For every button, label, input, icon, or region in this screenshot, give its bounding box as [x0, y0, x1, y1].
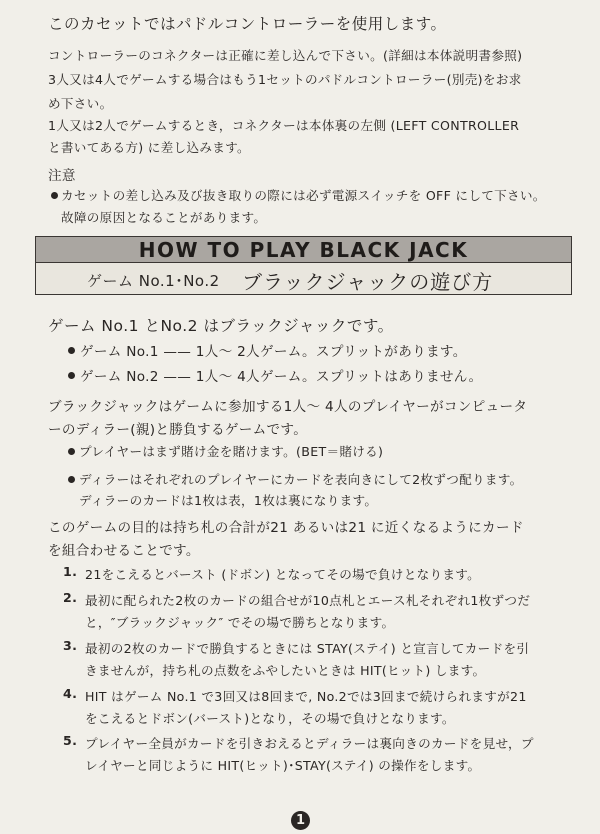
objective-line-b: を組合わせることです。: [48, 543, 200, 559]
subtitle-games: ゲーム No.1･No.2: [87, 272, 220, 290]
intro-line-3a: 1人又は2人でゲームするとき，コネクターは本体裏の左側 (LEFT CONTROLLER: [48, 118, 520, 133]
subtitle-text: ブラックジャックの遊び方: [242, 270, 494, 294]
overview-bullet-1: プレイヤーはまず賭け金を賭けます。(BET＝賭ける): [79, 444, 384, 459]
bullet-icon: [51, 192, 58, 199]
objective-line-a: このゲームの目的は持ち札の合計が21 あるいは21 に近くなるようにカード: [48, 520, 524, 536]
intro-line-2b: め下さい。: [48, 96, 113, 111]
rule-4-line-2: をこえるとドボン(バースト)となり，その場で負けとなります。: [85, 711, 455, 726]
section-banner-subtitle: [35, 263, 572, 295]
rule-2-line-1: 最初に配られた2枚のカードの組合せが10点札とエース札それぞれ1枚ずつだ: [85, 593, 531, 608]
page-number: 1: [291, 811, 310, 830]
rule-1-number: 1.: [63, 564, 78, 579]
games-intro: ゲーム No.1 とNo.2 はブラックジャックです。: [48, 317, 394, 335]
overview-line-a: ブラックジャックはゲームに参加する1人～ 4人のプレイヤーがコンピュータ: [48, 399, 528, 415]
rule-4-line-1: HIT はゲーム No.1 で3回又は8回まで, No.2では3回まで続けられますが21: [85, 689, 527, 704]
intro-heading: このカセットではパドルコントローラーを使用します。: [48, 15, 447, 33]
rule-2-line-2: と，″ブラックジャック″ でその場で勝ちとなります。: [85, 615, 395, 630]
bullet-icon: [68, 448, 75, 455]
rule-5-number: 5.: [63, 733, 78, 748]
intro-line-1: コントローラーのコネクターは正確に差し込んで下さい。(詳細は本体説明書参照): [48, 48, 523, 63]
overview-bullet-2b: ディラーのカードは1枚は表，1枚は裏になります。: [79, 493, 378, 508]
rule-3-number: 3.: [63, 638, 78, 653]
rule-5-line-1: プレイヤー全員がカードを引きおえるとディラーは裏向きのカードを見せ，プ: [85, 736, 534, 751]
caution-line-b: 故障の原因となることがあります。: [61, 210, 267, 225]
rule-2-number: 2.: [63, 590, 78, 605]
bullet-icon: [68, 476, 75, 483]
overview-bullet-2a: ディラーはそれぞれのプレイヤーにカードを表向きにして2枚ずつ配ります。: [79, 472, 523, 487]
rule-1-line-1: 21をこえるとバースト (ドボン) となってその場で負けとなります。: [85, 567, 481, 582]
overview-line-b: ーのディラー(親)と勝負するゲームです。: [48, 422, 308, 438]
intro-line-2a: 3人又は4人でゲームする場合はもう1セットのパドルコントローラー(別売)をお求: [48, 72, 522, 87]
caution-line-a: カセットの差し込み及び抜き取りの際には必ず電源スイッチを OFF にして下さい。: [61, 188, 546, 203]
caution-title: 注意: [48, 168, 76, 184]
rule-3-line-2: きませんが，持ち札の点数をふやしたいときは HIT(ヒット) します。: [85, 663, 486, 678]
section-title: HOW TO PLAY BLACK JACK: [138, 238, 469, 262]
section-banner-title: [35, 236, 572, 263]
rule-4-number: 4.: [63, 686, 78, 701]
game-2-line: ゲーム No.2 —— 1人～ 4人ゲーム。スプリットはありません。: [80, 369, 483, 385]
intro-line-3b: と書いてある方) に差し込みます。: [48, 140, 250, 155]
bullet-icon: [68, 372, 75, 379]
bullet-icon: [68, 347, 75, 354]
rule-5-line-2: レイヤーと同じように HIT(ヒット)･STAY(ステイ) の操作をします。: [85, 758, 481, 773]
game-1-line: ゲーム No.1 —— 1人～ 2人ゲーム。スプリットがあります。: [80, 344, 467, 360]
rule-3-line-1: 最初の2枚のカードで勝負するときには STAY(ステイ) と宣言してカードを引: [85, 641, 530, 656]
